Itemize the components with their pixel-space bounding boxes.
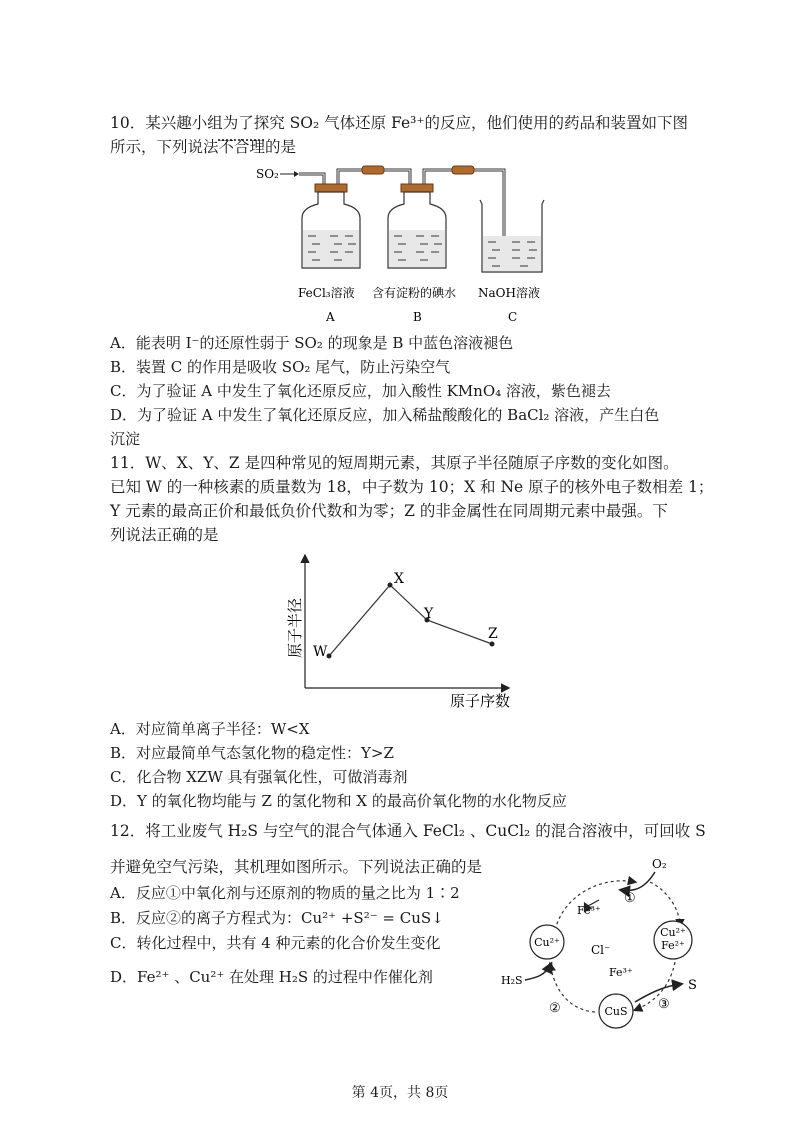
x-axis-label: 原子序数: [449, 692, 511, 710]
point-z: [490, 642, 495, 647]
inlet-arrow-head: [294, 171, 299, 177]
q10-option-c: C．为了验证 A 中发生了氧化还原反应，加入酸性 KMnO₄ 溶液，紫色褪去: [110, 382, 611, 400]
h2s-label: H₂S: [501, 974, 523, 987]
rubber-connector-1: [362, 166, 384, 174]
q10-option-b: B．装置 C 的作用是吸收 SO₂ 尾气，防止污染空气: [110, 358, 451, 376]
q12-stem-line1: 12．将工业废气 H₂S 与空气的混合气体通入 FeCl₂ 、CuCl₂ 的混合溶液中，可回收 S: [110, 822, 706, 840]
cu2-right-label: Cu²⁺: [660, 926, 686, 939]
q11-option-c: C．化合物 XZW 具有强氧化性，可做消毒剂: [110, 768, 408, 786]
o2-arrow: [621, 872, 655, 890]
q10-stem-post: 的是: [265, 138, 297, 156]
q12-option-a: A．反应①中氧化剂与还原剂的物质的量之比为 1∶2: [110, 884, 460, 902]
o2-label: O₂: [652, 857, 667, 871]
q11-option-a: A．对应简单离子半径：W<X: [110, 720, 310, 738]
q11-radius-chart: [280, 548, 520, 713]
q10-option-a: A．能表明 I⁻的还原性弱于 SO₂ 的现象是 B 中蓝色溶液褪色: [110, 334, 514, 352]
cu2-left-label: Cu²⁺: [534, 936, 560, 949]
q11-stem-line3: Y 元素的最高正价和最低负价代数和为零；Z 的非金属性在同周期元素中最强。下: [110, 502, 668, 520]
rubber-connector-2: [452, 166, 474, 174]
q10-option-d-line1: D．为了验证 A 中发生了氧化还原反应，加入稀盐酸酸化的 BaCl₂ 溶液，产生白色: [110, 406, 660, 424]
cycle-arc-top-right: [650, 882, 680, 926]
y-axis-label: 原子半径: [286, 597, 304, 659]
step-1-label: ①: [624, 891, 636, 906]
q11-stem-line1: 11．W、X、Y、Z 是四种常见的短周期元素，其原子半径随原子序数的变化如图。: [110, 454, 679, 472]
stopper-a: [315, 184, 347, 192]
page-footer: 第 4页，共 8页: [351, 1085, 449, 1101]
q10-stem-line2: [110, 137, 296, 157]
q10-apparatus-figure: [250, 160, 570, 325]
stopper-b: [401, 184, 433, 192]
beaker-c-letter: C: [508, 310, 518, 324]
liquid-c: [483, 236, 541, 271]
beaker-c-solution-label: NaOH溶液: [478, 286, 540, 300]
q11-stem-line4: 列说法正确的是: [110, 526, 219, 544]
q12-stem-line2: 并避免空气污染，其机理如图所示。下列说法正确的是: [110, 858, 483, 876]
q12-mechanism-diagram: [495, 852, 715, 1037]
q11-stem-line2: 已知 W 的一种核素的质量数为 18，中子数为 10；X 和 Ne 原子的核外电子数相差 1；: [110, 478, 714, 496]
fe3-top-label: Fe³⁺: [577, 904, 601, 917]
fe2-right-label: Fe²⁺: [661, 939, 685, 952]
q11-option-b: B．对应最简单气态氢化物的稳定性：Y>Z: [110, 744, 394, 762]
step-2-label: ②: [549, 1001, 561, 1016]
bottle-b-solution-label: 含有淀粉的碘水: [372, 286, 457, 300]
q10-stem-pre: 所示，下列说法: [110, 138, 219, 156]
q10-stem-emphasis: 不合理: [218, 138, 266, 156]
radius-curve: [329, 585, 492, 656]
label-x: X: [394, 571, 404, 587]
step-3-label: ③: [658, 997, 670, 1012]
label-w: W: [313, 644, 328, 660]
q11-option-d: D．Y 的氧化物均能与 Z 的氢化物和 X 的最高价氧化物的水化物反应: [110, 792, 567, 810]
label-z: Z: [488, 626, 498, 642]
h2s-arrow: [525, 964, 551, 980]
cus-label: CuS: [604, 1005, 628, 1018]
so2-inlet-label: SO₂: [256, 167, 279, 181]
point-x: [388, 583, 393, 588]
q12-option-b: B．反应②的离子方程式为：Cu²⁺ +S²⁻ = CuS↓: [110, 909, 444, 927]
q12-option-c: C．转化过程中，共有 4 种元素的化合价发生变化: [110, 934, 441, 952]
sulfur-label: S: [688, 978, 697, 993]
bottle-a-solution-label: FeCl₃溶液: [298, 286, 355, 300]
bottle-b-letter: B: [413, 310, 422, 324]
q10-option-d-line2: 沉淀: [110, 430, 141, 448]
label-y: Y: [424, 606, 434, 622]
bottle-a-letter: A: [326, 310, 335, 324]
fe3-bottom-label: Fe³⁺: [609, 966, 633, 979]
q12-option-d: D．Fe²⁺ 、Cu²⁺ 在处理 H₂S 的过程中作催化剂: [110, 968, 433, 986]
chloride-label: Cl⁻: [591, 943, 611, 957]
q10-stem-line1: 10．某兴趣小组为了探究 SO₂ 气体还原 Fe³⁺的反应，他们使用的药品和装置如下图: [110, 114, 689, 132]
